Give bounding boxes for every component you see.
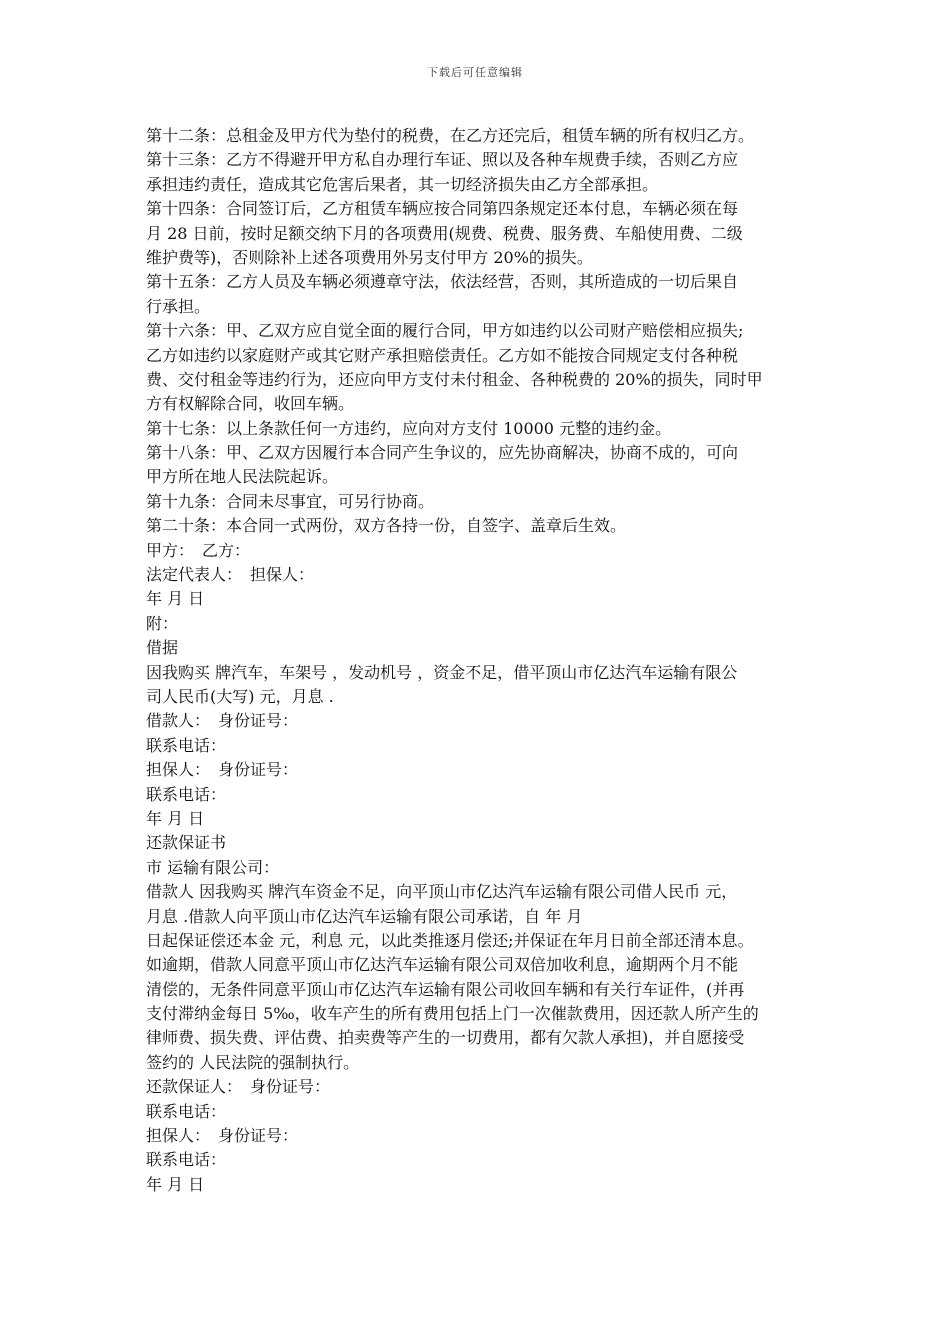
text-line: 签约的 人民法院的强制执行。 [146,1052,360,1072]
text-line: 维护费等)，否则除补上述各项费用外另支付甲方 20%的损失。 [146,247,593,267]
signature-representatives-line: 法定代表人： 担保人： [146,565,315,585]
text-line: 乙方如违约以家庭财产或其它财产承担赔偿责任。乙方如不能按合同规定支付各种税 [146,345,739,365]
phone-line: 联系电话： [146,735,227,755]
phone-line: 联系电话： [146,1101,227,1121]
text-line: 行承担。 [146,296,211,316]
repayment-guarantor-line: 还款保证人： 身份证号： [146,1077,331,1097]
guarantor-line: 担保人： 身份证号： [146,1126,299,1146]
text-line: 第十四条：合同签订后，乙方租赁车辆应按合同第四条规定还本付息，车辆必须在每 [146,199,739,219]
text-line: 第十六条：甲、乙双方应自觉全面的履行合同，甲方如违约以公司财产赔偿相应损失; [146,321,744,341]
guarantor-line: 担保人： 身份证号： [146,760,299,780]
text-line: 第十九条：合同未尽事宜，可另行协商。 [146,491,435,511]
text-line: 第十八条：甲、乙双方因履行本合同产生争议的，应先协商解决，协商不成的，可向 [146,443,739,463]
document-body [146,124,814,1197]
section-title-repayment-guarantee: 还款保证书 [146,833,227,853]
appendix-label: 附： [146,613,179,633]
phone-line: 联系电话： [146,784,227,804]
text-line: 如逾期，借款人同意平顶山市亿达汽车运输有限公司双倍加收利息，逾期两个月不能 [146,955,739,975]
text-line: 第二十条：本合同一式两份，双方各持一份，自签字、盖章后生效。 [146,516,627,536]
text-line: 支付滞纳金每日 5‰，收车产生的所有费用包括上门一次催款费用，因还款人所产生的 [146,1004,759,1024]
text-line: 日起保证偿还本金 元，利息 元，以此类推逐月偿还;并保证在年月日前全部还清本息。 [146,930,754,950]
phone-line: 联系电话： [146,1150,227,1170]
text-line: 律师费、损失费、评估费、拍卖费等产生的一切费用，都有欠款人承担)，并自愿接受 [146,1028,745,1048]
text-line: 因我购买 牌汽车，车架号 ，发动机号 ，资金不足，借平顶山市亿达汽车运输有限公 [146,662,738,682]
text-line: 司人民币(大写) 元，月息 . [146,686,334,706]
text-line: 甲方所在地人民法院起诉。 [146,467,339,487]
text-line: 第十二条：总租金及甲方代为垫付的税费，在乙方还完后，租赁车辆的所有权归乙方。 [146,126,755,145]
text-line: 第十五条：乙方人员及车辆必须遵章守法，依法经营，否则，其所造成的一切后果自 [146,272,739,292]
signature-parties-line: 甲方： 乙方： [146,540,251,560]
text-line: 承担违约责任，造成其它危害后果者，其一切经济损失由乙方全部承担。 [146,174,659,194]
section-title-iou: 借据 [146,638,179,658]
text-line: 借款人 因我购买 牌汽车资金不足，向平顶山市亿达汽车运输有限公司借人民币 元， [146,882,738,902]
borrower-line: 借款人： 身份证号： [146,711,299,731]
text-line: 第十三条：乙方不得避开甲方私自办理行车证、照以及各种车规费手续，否则乙方应 [146,150,739,170]
addressee-line: 市 运输有限公司： [146,857,280,877]
text-line: 方有权解除合同，收回车辆。 [146,394,355,414]
text-line: 清偿的，无条件同意平顶山市亿达汽车运输有限公司收回车辆和有关行车证件，(并再 [146,979,745,999]
date-line: 年 月 日 [146,1174,205,1194]
date-line: 年 月 日 [146,589,205,609]
text-line: 费、交付租金等违约行为，还应向甲方支付未付租金、各种税费的 20%的损失，同时甲 [146,369,763,389]
date-line: 年 月 日 [146,808,205,828]
text-line: 第十七条：以上条款任何一方违约，应向对方支付 10000 元整的违约金。 [146,418,672,438]
text-line: 月息 .借款人向平顶山市亿达汽车运输有限公司承诺，自 年 月 [146,906,583,926]
text-line: 月 28 日前，按时足额交纳下月的各项费用(规费、税费、服务费、车船使用费、二级 [146,223,743,243]
page-header-note: 下载后可任意编辑 [427,66,523,79]
